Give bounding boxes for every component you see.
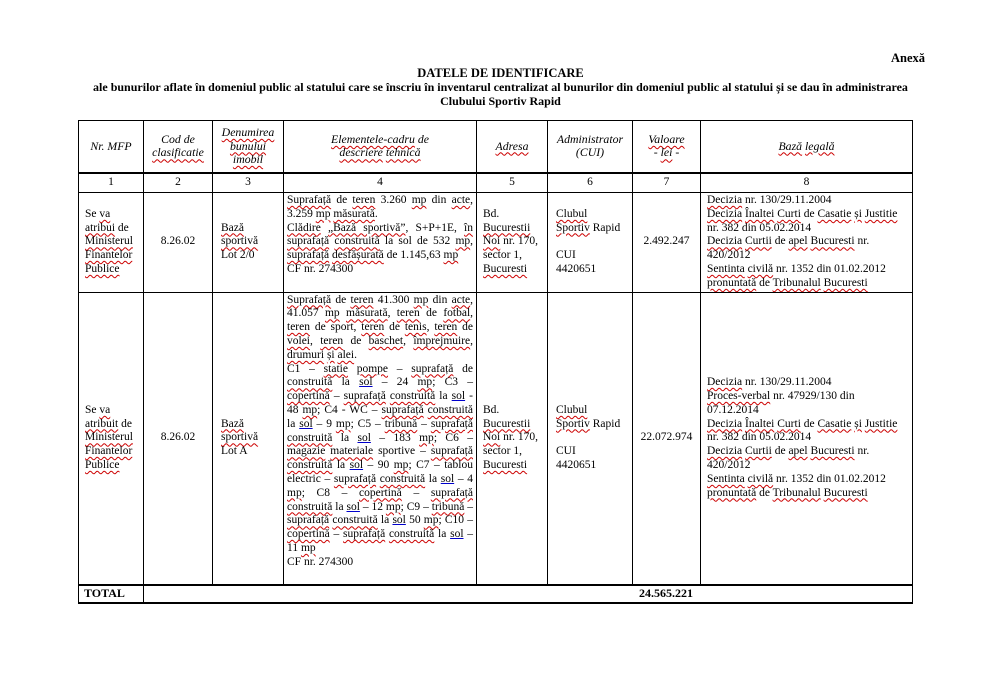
document-header [0, 66, 1001, 108]
col-number-5: 5 [477, 173, 548, 193]
cell-row1-administrator: Clubul Sportiv Rapid CUI 4420651 [548, 193, 633, 293]
col-number-8: 8 [701, 173, 913, 193]
table-header-row [79, 121, 913, 173]
total-value: 24.565.221 [639, 586, 693, 601]
total-row [79, 585, 913, 603]
col-number-7: 7 [633, 173, 701, 193]
document-title: DATELE DE IDENTIFICARE [417, 66, 584, 80]
col-header-asset-name: Denumirea bunului imobil [213, 121, 284, 173]
cell-row1-asset-name: Bază sportivă Lot 2/0 [213, 193, 284, 293]
col-number-6: 6 [548, 173, 633, 193]
cell-row1-technical-description: Suprafață de teren 3.260 mp din acte, 3.259 mp măsurată. Clădire „Bază sportivă”, S+P+1E, în suprafață construită la sol de 532 mp, suprafață desfășurată de 1.145,63 mp CF nr. 274300 [284, 193, 477, 293]
cell-row1-address: Bd. Bucurestii Noi nr. 170, sector 1, Bucuresti [477, 193, 548, 293]
cell-row1-mfp-note: Se va atribui de Ministerul Finantelor Publice [79, 193, 144, 293]
col-header-administrator: Administrator (CUI) [548, 121, 633, 173]
document-subtitle-line2: Clubului Sportiv Rapid [440, 93, 561, 108]
cell-row2-mfp-note: Se va atribuit de Ministerul Finantelor Publice [79, 292, 144, 585]
cell-row2-classification-code: 8.26.02 [144, 292, 213, 585]
cell-row2-legal-basis: Decizia nr. 130/29.11.2004 Proces-verbal nr. 47929/130 din 07.12.2014 Decizia Înaltei Curti de Casatie și Justitie nr. 382 din 05.02.2014 Decizia Curtii de apel Bucuresti nr. 420/2012 Sentinta civilă nr. 1352 din 01.02.2012 pronuntată de Tribunalul Bucuresti [701, 292, 913, 585]
cell-row2-technical-description: Suprafață de teren 41.300 mp din acte, 41.057 mp măsurată, teren de fotbal, teren de sport, teren de tenis, teren de volei, teren de baschet, împrejmuire, drumuri și alei. C1 – statie pompe – suprafață de construită la sol – 24 mp; C3 – copertină – suprafață construită la sol - 48 mp; C4 - WC – suprafață construită la sol – 9 mp; C5 – tribună – suprafață construită la sol – 183 mp; C6 – magazie materiale sportive – suprafață construită la sol – 90 mp; C7 – tablou electric – suprafață construită la sol – 4 mp; C8 – copertină – suprafață construită la sol – 12 mp; C9 – tribună – suprafață construită la sol 50 mp; C10 – copertină – suprafață construită la sol – 11 mp CF nr. 274300 [284, 292, 477, 585]
cell-row1-value: 2.492.247 [633, 193, 701, 293]
document-subtitle-line1: ale bunurilor aflate în domeniul public al statului care se înscriu în inventarul centralizat al bunurilor din domeniul public al statului și se dau în administrarea [93, 80, 908, 94]
cell-row2-asset-name: Bază sportivă Lot A [213, 292, 284, 585]
col-header-value: Valoare - lei - [633, 121, 701, 173]
total-label: TOTAL [79, 585, 144, 603]
identification-table [78, 120, 913, 604]
col-header-legal-basis: Bază legală [701, 121, 913, 173]
col-header-classification-code: Cod de clasificatie [144, 121, 213, 173]
col-header-address: Adresa [477, 121, 548, 173]
cell-row1-legal-basis: Decizia nr. 130/29.11.2004 Decizia Înaltei Curti de Casatie și Justitie nr. 382 din 05.02.2014 Decizia Curtii de apel Bucuresti nr. 420/2012 Sentinta civilă nr. 1352 din 01.02.2012 pronuntată de Tribunalul Bucuresti [701, 193, 913, 293]
col-header-nr-mfp: Nr. MFP [79, 121, 144, 173]
cell-row2-value: 22.072.974 [633, 292, 701, 585]
cell-row2-address: Bd. Bucurestii Noi nr. 170, sector 1, Bucuresti [477, 292, 548, 585]
col-number-3: 3 [213, 173, 284, 193]
col-number-2: 2 [144, 173, 213, 193]
cell-row1-classification-code: 8.26.02 [144, 193, 213, 293]
total-row-cell [144, 585, 913, 603]
cell-row2-administrator: Clubul Sportiv Rapid CUI 4420651 [548, 292, 633, 585]
col-number-1: 1 [79, 173, 144, 193]
column-number-row [79, 173, 913, 193]
table-row [79, 292, 913, 585]
table-row [79, 193, 913, 293]
col-header-technical-description: Elementele-cadru de descriere tehnică [284, 121, 477, 173]
anexa-label: Anexă [890, 51, 925, 65]
col-number-4: 4 [284, 173, 477, 193]
